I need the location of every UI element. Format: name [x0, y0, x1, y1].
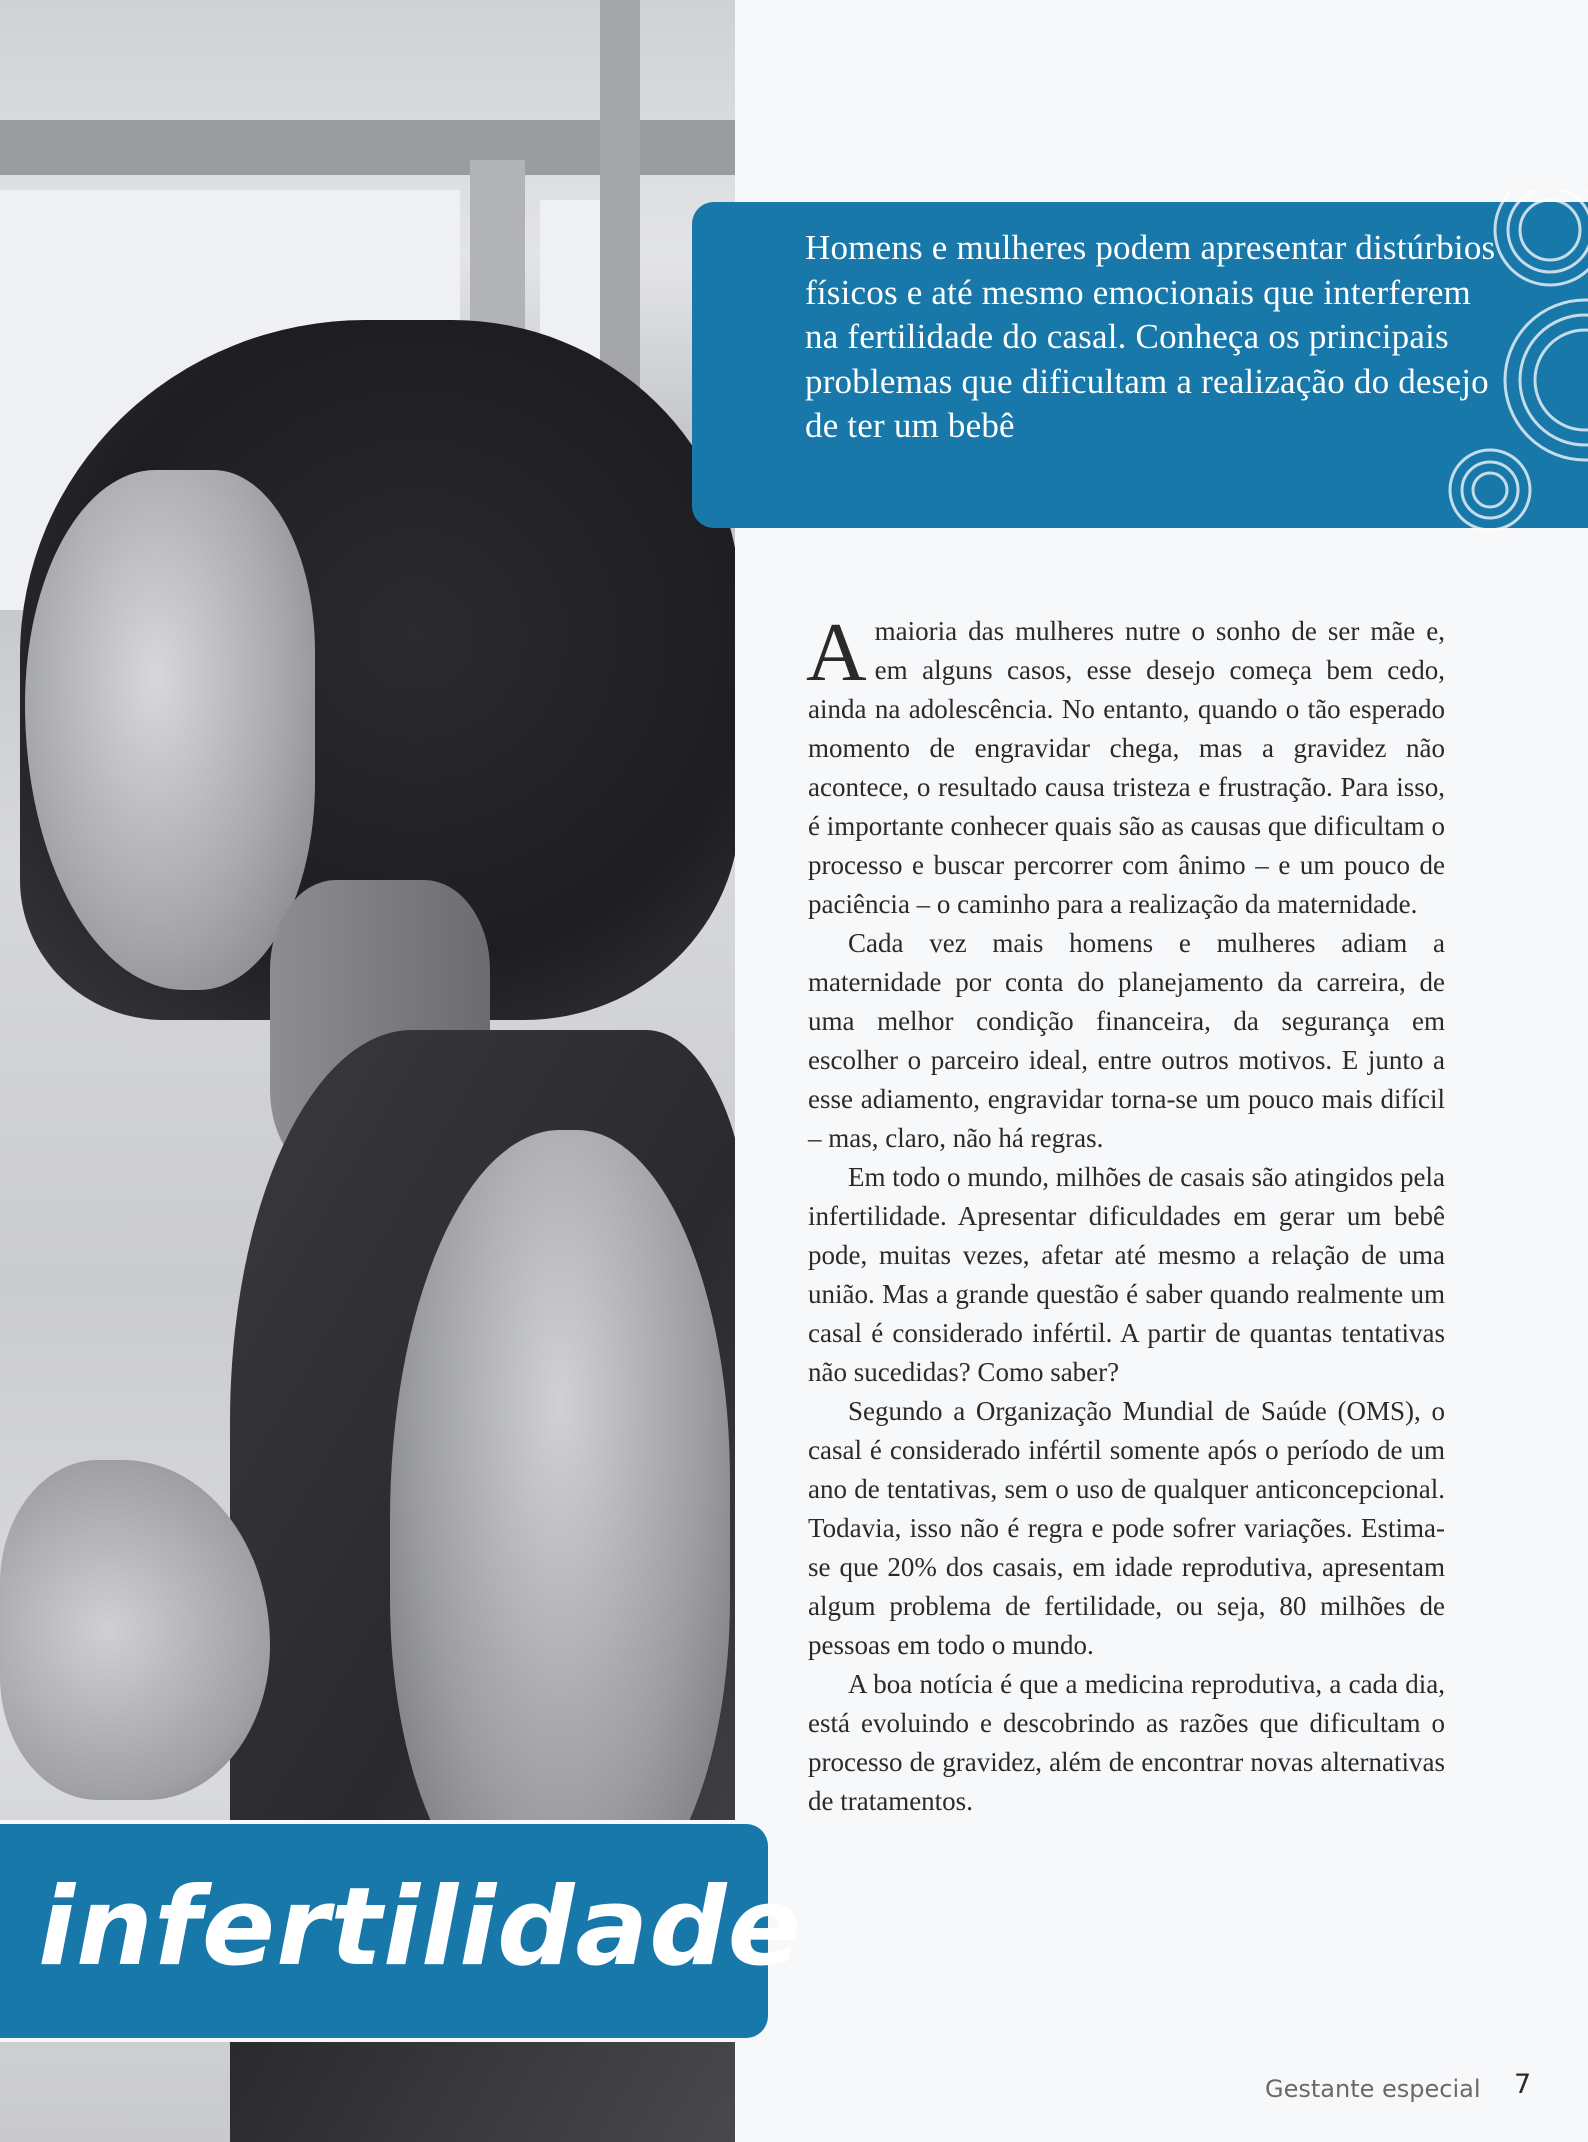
drop-cap: A: [806, 606, 867, 699]
paragraph-1: [806, 606, 1445, 924]
article-title: infertilidade: [38, 1865, 802, 1990]
paragraph-4: Segundo a Organização Mundial de Saúde (OMS), o casal é considerado infértil somente após o período de um ano de tentativas, sem o uso de qualquer anticoncepcional. Todavia, isso não é regra e pode sofrer variações. Estima-se que 20% dos casais, em idade reprodutiva, apresentam algum problema de fertilidade, ou seja, 80 milhões de pessoas em todo o mundo.: [808, 1396, 1445, 1660]
paragraph-2: Cada vez mais homens e mulheres adiam a maternidade por conta do planejamento da carreira, de uma melhor condição financeira, da segurança em escolher o parceiro ideal, entre outros motivos. E junto a esse adiamento, engravidar torna-se um pouco mais difícil – mas, claro, não há regras.: [808, 928, 1445, 1153]
woman-profile-photo: [0, 0, 735, 2142]
page-number: 7: [1514, 2069, 1532, 2100]
paragraph-1-text: maioria das mulheres nutre o sonho de ser mãe e, em alguns casos, esse desejo começa bem cedo, ainda na adolescência. No entanto, quando o tão esperado momento de engravidar chega, mas a gravidez não acontece, o resultado causa tristeza e frustração. Para isso, é importante conhecer quais são as causas que dificultam o processo e buscar percorrer com ânimo – e um pouco de paciência – o caminho para a realização da maternidade.: [808, 616, 1445, 919]
decorative-rings-icon: [1440, 190, 1588, 540]
woman-arm: [390, 1130, 730, 1910]
article-body: [806, 606, 1445, 1821]
paragraph-5: A boa notícia é que a medicina reprodutiva, a cada dia, está evoluindo e descobrindo as razões que dificultam o processo de gravidez, além de encontrar novas alternativas de tratamentos.: [808, 1669, 1445, 1816]
intro-text: Homens e mulheres podem apresentar distúrbios físicos e até mesmo emocionais que interferem na fertilidade do casal. Conheça os principais problemas que dificultam a realização do desejo de ter um bebê: [805, 228, 1496, 445]
magazine-name: Gestante especial: [1265, 2075, 1481, 2103]
paragraph-3: Em todo o mundo, milhões de casais são atingidos pela infertilidade. Apresentar dificuldades em gerar um bebê pode, muitas vezes, afetar até mesmo a relação de uma união. Mas a grande questão é saber quando realmente um casal é considerado infértil. A partir de quantas tentativas não sucedidas? Como saber?: [808, 1162, 1445, 1387]
